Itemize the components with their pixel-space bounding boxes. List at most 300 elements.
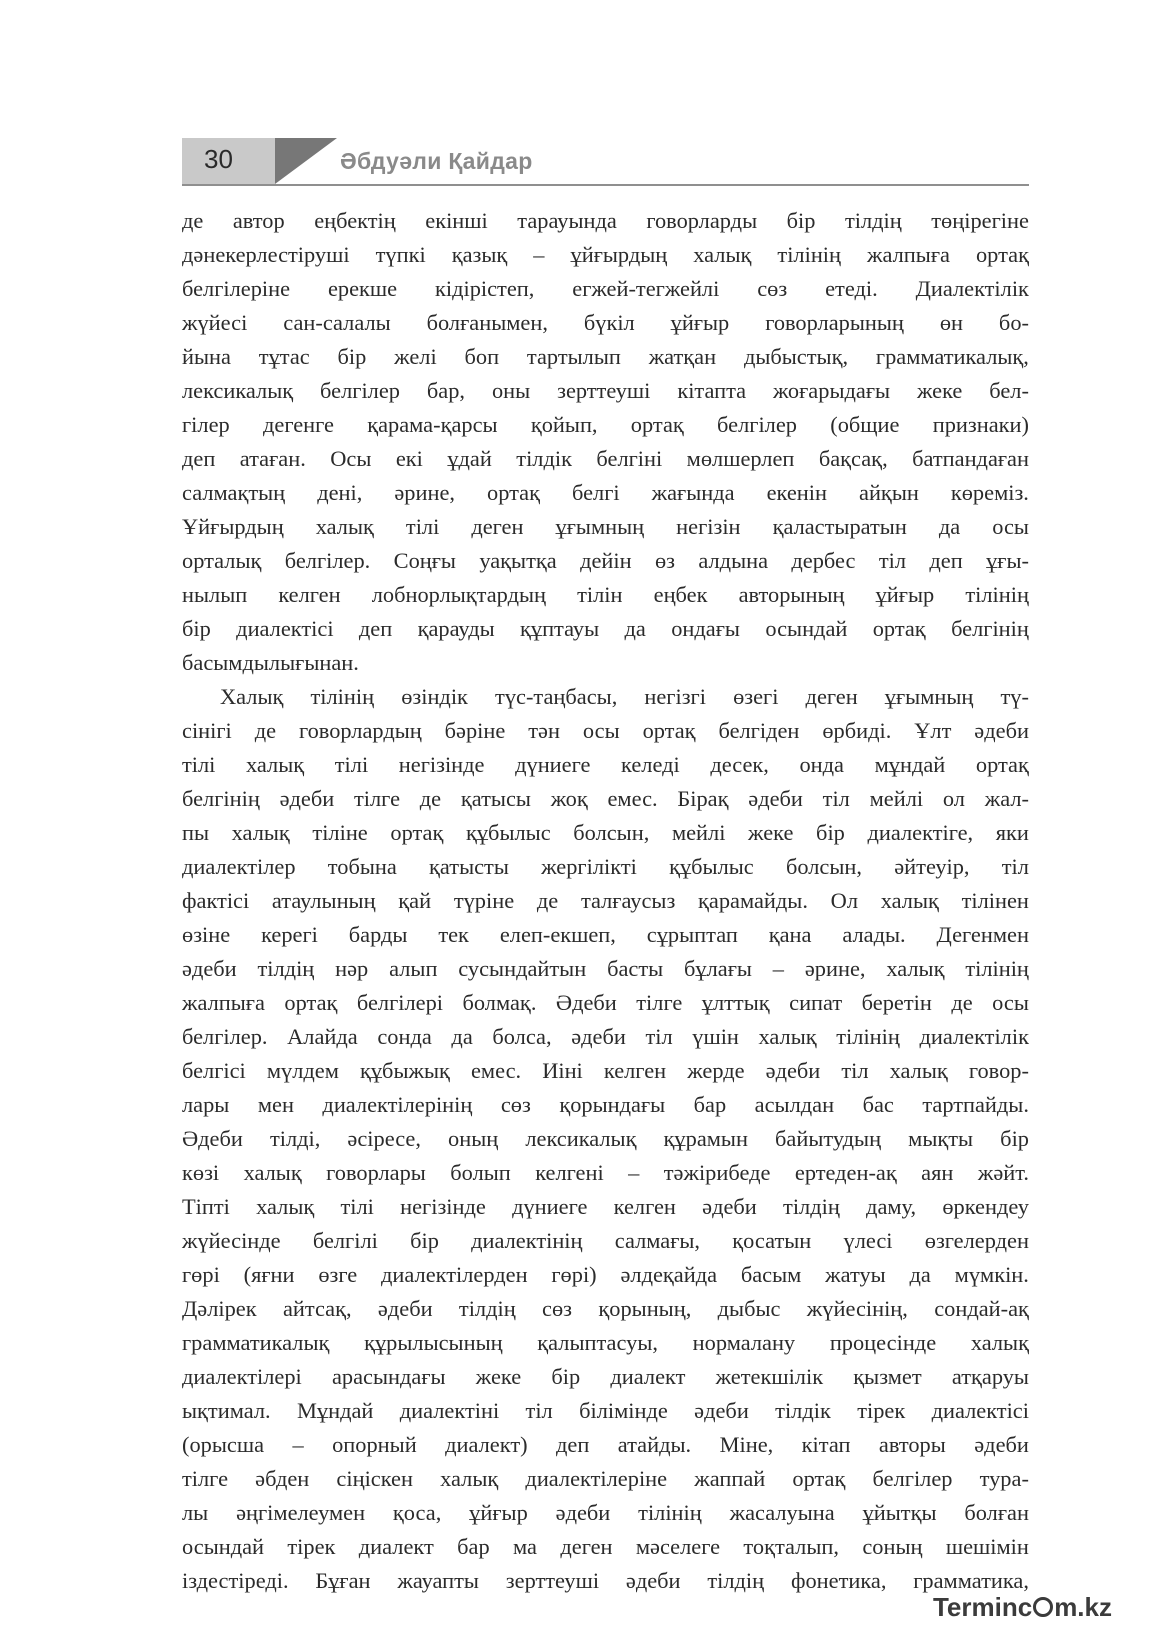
word: тілін xyxy=(577,582,623,607)
word: десек, xyxy=(710,752,769,777)
word: де xyxy=(419,786,442,811)
word: атайды. xyxy=(617,1432,692,1457)
word: екі xyxy=(395,446,423,471)
word: бо- xyxy=(998,310,1029,335)
word: кітапта xyxy=(677,378,747,403)
word: авторы xyxy=(878,1432,946,1457)
word: белгілеріне xyxy=(182,276,291,301)
word: жүйесінің, xyxy=(806,1296,908,1321)
word: – xyxy=(533,242,545,267)
text-line xyxy=(182,1496,1029,1530)
word: түс-таңбасы, xyxy=(495,684,618,709)
word: тілінің xyxy=(777,242,842,267)
word: дыбыс xyxy=(717,1296,781,1321)
word: етеді. xyxy=(825,276,878,301)
word: қатысы xyxy=(460,786,531,811)
word: болып xyxy=(450,1160,511,1185)
word: қорының, xyxy=(598,1296,692,1321)
word: жүйесінде xyxy=(182,1228,281,1253)
word: бір xyxy=(551,1364,581,1389)
word: болмақ. xyxy=(462,990,537,1015)
word: беретін xyxy=(861,990,932,1015)
word: лексикалық xyxy=(182,378,294,403)
word: әдеби xyxy=(748,786,803,811)
word: келген xyxy=(613,1194,676,1219)
word: тек xyxy=(438,922,469,947)
text-line xyxy=(182,1428,1029,1462)
word: белгілер. xyxy=(284,548,371,573)
word: қызмет xyxy=(853,1364,922,1389)
word: бір xyxy=(786,208,816,233)
word: ортақ xyxy=(284,990,338,1015)
word: Әдеби xyxy=(555,990,617,1015)
word: халық xyxy=(889,1058,948,1083)
word: да xyxy=(624,616,646,641)
word: құрылысының xyxy=(364,1330,503,1355)
text-line xyxy=(182,1020,1029,1054)
word: диалектісі xyxy=(931,1398,1029,1423)
word: тіл xyxy=(525,1398,553,1423)
word: тілі xyxy=(182,752,216,777)
word: талғаусыз xyxy=(580,888,676,913)
word: мықты xyxy=(908,1126,974,1151)
word: бақсақ, xyxy=(818,446,888,471)
word: байытудың xyxy=(775,1126,882,1151)
word: дүниеге xyxy=(512,1194,588,1219)
word: – xyxy=(628,1160,640,1185)
word: диалектілер xyxy=(182,854,296,879)
word: ортақ xyxy=(642,718,696,743)
word: грамматикалық, xyxy=(875,344,1029,369)
text-line xyxy=(182,714,1029,748)
word: төңірегіне xyxy=(931,208,1029,233)
word: тілдің xyxy=(458,1296,516,1321)
text-line xyxy=(182,1326,1029,1360)
word: келген xyxy=(278,582,341,607)
word: дүниеге xyxy=(515,752,591,777)
word: халық xyxy=(758,1024,817,1049)
word: құрамын xyxy=(663,1126,748,1151)
word: авторының xyxy=(738,582,845,607)
word: жеке xyxy=(916,378,963,403)
text-line xyxy=(182,1462,1029,1496)
word: қосатын xyxy=(732,1228,812,1253)
word: тілге xyxy=(182,1466,229,1491)
word: тілге xyxy=(354,786,401,811)
word: ұғы- xyxy=(986,548,1029,573)
word: сөз xyxy=(542,1296,573,1321)
word: тілінің xyxy=(836,1024,900,1049)
word: атаулының xyxy=(271,888,376,913)
word: дені, xyxy=(317,480,363,505)
text-line xyxy=(182,204,1029,238)
word: бір xyxy=(337,344,367,369)
word: аян xyxy=(921,1160,954,1185)
word: Осы xyxy=(330,446,372,471)
word: құбыжық xyxy=(359,1058,450,1083)
word: тілінің xyxy=(638,1500,702,1525)
word: диалектілерінің xyxy=(322,1092,473,1117)
word: басты xyxy=(607,956,664,981)
word: келген xyxy=(603,1058,667,1083)
word: әдеби xyxy=(974,1432,1029,1457)
word: грамматикалық xyxy=(182,1330,330,1355)
word: жатуы xyxy=(825,1262,886,1287)
word: болсын, xyxy=(573,820,650,845)
word: говор- xyxy=(968,1058,1029,1083)
word: бар xyxy=(693,1092,727,1117)
word: құптауы xyxy=(520,616,600,641)
word: қатысты xyxy=(429,854,509,879)
word: тілдің xyxy=(844,208,902,233)
word: говорлардың xyxy=(298,718,422,743)
word: ерекше xyxy=(327,276,398,301)
text-line xyxy=(182,1224,1029,1258)
word: көзі xyxy=(182,1160,220,1185)
word: бас xyxy=(862,1092,894,1117)
word: сінігі xyxy=(182,718,232,743)
word: даму, xyxy=(866,1194,917,1219)
word: ұғымның xyxy=(555,514,645,539)
word: деп xyxy=(358,616,393,641)
word: ол xyxy=(942,786,965,811)
word: халық xyxy=(970,1330,1029,1355)
page-header xyxy=(182,138,1029,184)
word: де xyxy=(951,990,973,1015)
word: (яғни xyxy=(243,1262,295,1287)
word: тәжірибеде xyxy=(663,1160,771,1185)
word: осы xyxy=(992,990,1029,1015)
word: онда xyxy=(799,752,844,777)
word: жүйесі xyxy=(182,310,248,335)
word: деп xyxy=(556,1432,590,1457)
word: лобнорлықтардың xyxy=(371,582,546,607)
word: говорларды xyxy=(646,208,758,233)
word: мүлдем xyxy=(266,1058,339,1083)
word: әйтеуір, xyxy=(894,854,970,879)
word: диалект xyxy=(610,1364,686,1389)
word: түріне xyxy=(453,888,515,913)
header-rule xyxy=(182,184,1029,186)
paragraph xyxy=(182,204,1029,680)
word: қорындағы xyxy=(559,1092,666,1117)
word: бел- xyxy=(989,378,1029,403)
word: өн xyxy=(939,310,963,335)
word: ортақ xyxy=(975,242,1029,267)
word: жоғарыдағы xyxy=(773,378,891,403)
word: тіл xyxy=(841,1058,869,1083)
word: Иіні xyxy=(542,1058,583,1083)
word: дейін xyxy=(580,548,632,573)
word: деп xyxy=(929,548,963,573)
word: Бірақ xyxy=(677,786,729,811)
site-watermark xyxy=(933,1592,1112,1623)
word: арасындағы xyxy=(331,1364,446,1389)
word: диалект xyxy=(358,1534,434,1559)
page-number: 30 xyxy=(204,144,233,174)
word: белгілер xyxy=(872,1466,953,1491)
word: сипат xyxy=(789,990,843,1015)
word: белгіні xyxy=(596,446,663,471)
word: соның xyxy=(862,1534,923,1559)
word: түпкі xyxy=(375,242,426,267)
word: осындай xyxy=(765,616,848,641)
word: белгіден xyxy=(718,718,800,743)
word: диалект) xyxy=(445,1432,528,1457)
word: диалектілерден xyxy=(381,1262,528,1287)
word: дыбыстық, xyxy=(743,344,849,369)
word: ұйғыр xyxy=(875,582,935,607)
word: жағында xyxy=(651,480,735,505)
word: мүмкін. xyxy=(954,1262,1029,1287)
word: жерде xyxy=(687,1058,745,1083)
word: ортақ xyxy=(792,1466,846,1491)
word: тобына xyxy=(327,854,397,879)
word: халық xyxy=(231,820,290,845)
word: сұрыптап xyxy=(646,922,738,947)
word: қарауды xyxy=(417,616,495,641)
word: белгінің xyxy=(951,616,1029,641)
text-line xyxy=(182,1054,1029,1088)
word: тілдің xyxy=(707,1568,765,1593)
watermark-text-start: Terminc xyxy=(932,1592,1033,1622)
word: де xyxy=(254,718,277,743)
word: әсіресе, xyxy=(347,1126,421,1151)
word: мұндай xyxy=(874,752,946,777)
word: тілінен xyxy=(961,888,1029,913)
word: тілдік xyxy=(516,446,572,471)
word: құбылыс xyxy=(669,854,754,879)
word: тіліне xyxy=(312,820,368,845)
text-line xyxy=(182,374,1029,408)
word: сондай-ақ xyxy=(934,1296,1029,1321)
word: фактісі xyxy=(182,888,250,913)
word: мәселеге xyxy=(635,1534,721,1559)
word: Міне, xyxy=(719,1432,774,1457)
text-line xyxy=(182,510,1029,544)
word: керегі xyxy=(261,922,318,947)
word: тірек xyxy=(287,1534,336,1559)
word: Тіпті xyxy=(182,1194,230,1219)
word: ықтимал. xyxy=(182,1398,271,1423)
word: асылдан xyxy=(754,1092,835,1117)
word: Соңғы xyxy=(393,548,456,573)
word: айқын xyxy=(859,480,919,505)
word: Әдеби xyxy=(182,1126,243,1151)
text-line xyxy=(182,1258,1029,1292)
word: өзге xyxy=(318,1262,358,1287)
text-line xyxy=(182,782,1029,816)
word: тілі xyxy=(340,1194,374,1219)
word: болған xyxy=(964,1500,1029,1525)
word: кідірістеп, xyxy=(434,276,535,301)
word: ұйғырдың xyxy=(570,242,668,267)
word: опорный xyxy=(332,1432,417,1457)
running-head-author: Әбдуәли Қайдар xyxy=(340,148,533,174)
word: да xyxy=(938,514,961,539)
word: бір xyxy=(182,616,211,641)
word: қарамайды. xyxy=(698,888,808,913)
word: осындай xyxy=(182,1534,265,1559)
ring-o-icon xyxy=(1033,1597,1053,1617)
text-line xyxy=(182,238,1029,272)
word: болсын, xyxy=(785,854,862,879)
word: (общие xyxy=(830,412,900,437)
word: жеке xyxy=(475,1364,522,1389)
word: лы xyxy=(182,1500,209,1525)
text-line xyxy=(182,612,1029,646)
word: диалектісі xyxy=(236,616,334,641)
word: халық xyxy=(880,888,939,913)
word: жасалуына xyxy=(729,1500,835,1525)
word: халық xyxy=(256,1194,315,1219)
word: дегенге xyxy=(262,412,334,437)
word: белгі xyxy=(572,480,620,505)
word: тілі xyxy=(405,514,440,539)
word: тарауында xyxy=(517,208,617,233)
word: қаластыратын xyxy=(772,514,907,539)
text-line xyxy=(182,884,1029,918)
word: осы xyxy=(992,514,1029,539)
word: Диалектілік xyxy=(915,276,1029,301)
word: жергілікті xyxy=(541,854,637,879)
word: әңгімелеумен xyxy=(236,1500,366,1525)
word: белгілі xyxy=(312,1228,378,1253)
word: өркендеу xyxy=(942,1194,1029,1219)
word: әрине, xyxy=(394,480,455,505)
word: әдеби xyxy=(702,1194,757,1219)
word: белгілер xyxy=(717,412,797,437)
word: өзіндік xyxy=(401,684,468,709)
text-line xyxy=(182,306,1029,340)
word: нормалану xyxy=(692,1330,796,1355)
word: деген xyxy=(471,514,524,539)
word: мөлшерлеп xyxy=(686,446,795,471)
word: әдеби xyxy=(694,1398,749,1423)
word: әрине, xyxy=(804,956,866,981)
word: нылып xyxy=(182,582,248,607)
text-line xyxy=(182,1530,1029,1564)
word: сан-салалы xyxy=(283,310,391,335)
text-line xyxy=(182,680,1029,714)
word: екенін xyxy=(766,480,827,505)
word: Бұған xyxy=(315,1568,371,1593)
word: ұйғыр xyxy=(670,310,730,335)
word: бар xyxy=(457,1534,490,1559)
word: алдына xyxy=(698,548,769,573)
word: жауапты xyxy=(397,1568,479,1593)
word: процесінде xyxy=(829,1330,937,1355)
word: осы xyxy=(582,718,620,743)
word: тән xyxy=(528,718,560,743)
word: тілі xyxy=(334,752,369,777)
text-line xyxy=(182,748,1029,782)
word: де xyxy=(536,888,559,913)
word: деп xyxy=(182,446,216,471)
word: белгілері xyxy=(356,990,444,1015)
word: халық xyxy=(315,514,374,539)
word: гөрі) xyxy=(551,1262,597,1287)
word: зерттеуші xyxy=(557,378,651,403)
word: ортақ xyxy=(872,616,926,641)
text-line xyxy=(182,918,1029,952)
word: халық xyxy=(246,752,305,777)
word: диалектілік xyxy=(919,1024,1029,1049)
word: қарама-қарсы xyxy=(367,412,498,437)
word: тілінің xyxy=(310,684,375,709)
word: басымдылығынан. xyxy=(182,650,359,675)
word: мейлі xyxy=(869,786,924,811)
word: лексикалық xyxy=(525,1126,637,1151)
word: грамматика, xyxy=(913,1568,1029,1593)
word: қойып, xyxy=(530,412,598,437)
text-line xyxy=(182,340,1029,374)
word: ұлттық xyxy=(701,990,770,1015)
text-line xyxy=(182,816,1029,850)
word: ұдай xyxy=(447,446,492,471)
word: келеді xyxy=(621,752,680,777)
body-text xyxy=(182,204,1029,1598)
header-wedge-decoration xyxy=(275,138,337,184)
word: тартпайды. xyxy=(922,1092,1029,1117)
word: говорларының xyxy=(765,310,904,335)
word: үшін xyxy=(692,1024,739,1049)
word: қоса, xyxy=(392,1500,442,1525)
word: іздестіреді. xyxy=(182,1568,289,1593)
word: лары xyxy=(182,1092,230,1117)
word: бір xyxy=(816,820,845,845)
word: тіл xyxy=(1001,854,1029,879)
word: болғанымен, xyxy=(426,310,548,335)
word: жеке xyxy=(748,820,794,845)
word: говорлары xyxy=(326,1160,426,1185)
text-line xyxy=(182,1292,1029,1326)
word: Дәлірек xyxy=(182,1296,257,1321)
text-line xyxy=(182,1360,1029,1394)
word: желі xyxy=(394,344,437,369)
word: фонетика, xyxy=(790,1568,887,1593)
word: бар, xyxy=(426,378,466,403)
word: автор xyxy=(232,208,285,233)
word: егжей-тегжейлі xyxy=(572,276,720,301)
word: жал- xyxy=(984,786,1029,811)
word: жатқан xyxy=(648,344,717,369)
word: дербес xyxy=(791,548,856,573)
word: ондағы xyxy=(671,616,740,641)
word: Алайда xyxy=(287,1024,358,1049)
word: да xyxy=(451,1024,473,1049)
word: тү- xyxy=(1000,684,1029,709)
word: салмағы, xyxy=(614,1228,701,1253)
word: негізгі xyxy=(644,684,706,709)
text-line xyxy=(182,578,1029,612)
text-line xyxy=(182,952,1029,986)
word: болса, xyxy=(492,1024,552,1049)
word: оны xyxy=(491,378,531,403)
word: әдеби xyxy=(555,1500,611,1525)
word: әбден xyxy=(255,1466,310,1491)
word: белгінің xyxy=(182,786,260,811)
word: (орысша xyxy=(182,1432,265,1457)
word: тіл xyxy=(822,786,850,811)
word: қана xyxy=(768,922,812,947)
word: өрбиді. xyxy=(822,718,892,743)
word: жалпыға xyxy=(867,242,950,267)
word: да xyxy=(909,1262,931,1287)
text-line xyxy=(182,1088,1029,1122)
word: тілінің xyxy=(965,582,1029,607)
word: жаппай xyxy=(694,1466,766,1491)
